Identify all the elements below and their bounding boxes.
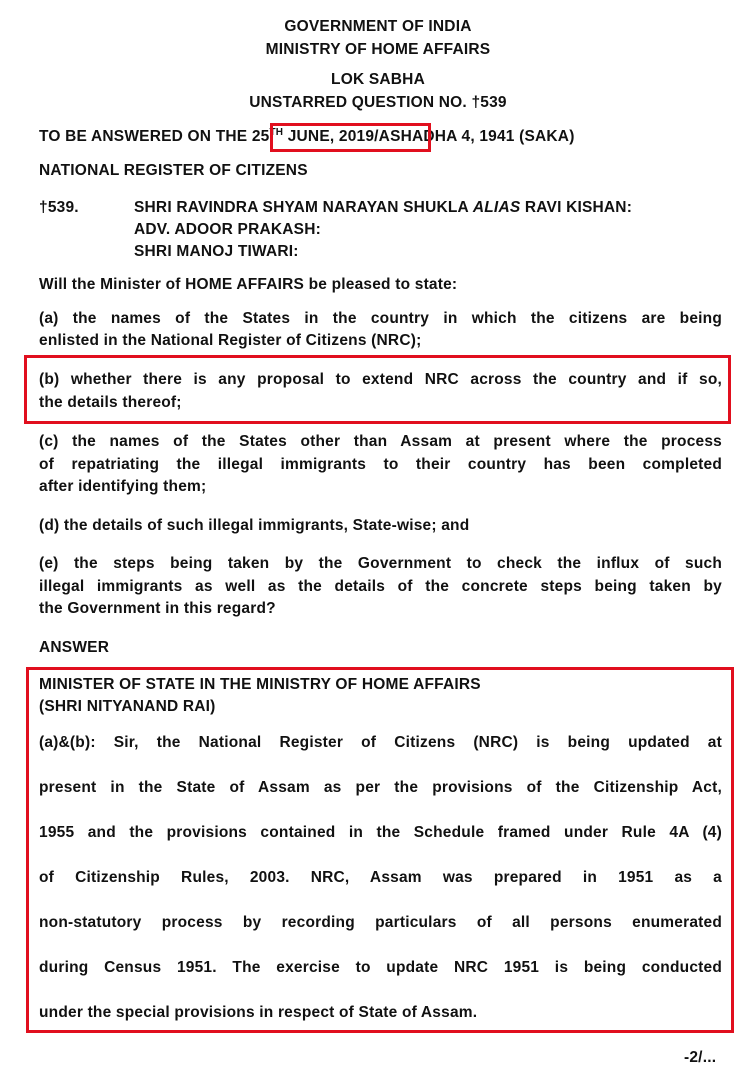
answer-date-prefix: TO BE ANSWERED ON THE	[39, 128, 248, 145]
saka-date: ASHADHA 4, 1941 (SAKA)	[378, 128, 575, 145]
date-highlight-box	[270, 123, 431, 152]
question-e-line-1: (e) the steps being taken by the Government to check the influx of such	[39, 555, 722, 572]
question-b-line-1: (b) whether there is any proposal to extend NRC across the country and if so,	[39, 371, 722, 388]
question-e-line-2: illegal immigrants as well as the details of the concrete steps being taken by	[39, 578, 722, 595]
member-3: SHRI MANOJ TIWARI:	[134, 243, 299, 260]
member-1: SHRI RAVINDRA SHYAM NARAYAN SHUKLA ALIAS RAVI KISHAN:	[134, 199, 633, 216]
member-2: ADV. ADOOR PRAKASH:	[134, 221, 321, 238]
minister-name: (SHRI NITYANAND RAI)	[39, 698, 216, 715]
answer-line-1: (a)&(b): Sir, the National Register of Citizens (NRC) is being updated at	[39, 734, 722, 751]
question-c-line-3: after identifying them;	[39, 478, 207, 495]
minister-title: MINISTER OF STATE IN THE MINISTRY OF HOME AFFAIRS	[39, 676, 481, 693]
answer-date: 25TH JUNE, 2019/	[251, 127, 379, 145]
answer-line-4: of Citizenship Rules, 2003. NRC, Assam was prepared in 1951 as a	[39, 869, 722, 886]
header-ministry: MINISTRY OF HOME AFFAIRS	[265, 41, 491, 58]
question-b-highlight-box	[24, 355, 731, 424]
question-a-line-1: (a) the names of the States in the country in which the citizens are being	[39, 310, 722, 327]
answer-line-2: present in the State of Assam as per the provisions of the Citizenship Act,	[39, 779, 722, 796]
answer-highlight-box	[26, 667, 734, 1033]
question-b-line-2: the details thereof;	[39, 394, 182, 411]
header-house: LOK SABHA	[331, 71, 425, 88]
answer-line-5: non-statutory process by recording particulars of all persons enumerated	[39, 914, 722, 931]
question-a-line-2: enlisted in the National Register of Citizens (NRC);	[39, 332, 422, 349]
answer-heading: ANSWER	[39, 639, 110, 656]
question-c-line-2: of repatriating the illegal immigrants to their country has been completed	[39, 456, 722, 473]
answer-line-7: under the special provisions in respect of State of Assam.	[39, 1004, 478, 1021]
answer-line-3: 1955 and the provisions contained in the Schedule framed under Rule 4A (4)	[39, 824, 722, 841]
question-number: †539.	[39, 199, 79, 216]
question-d: (d) the details of such illegal immigrants, State-wise; and	[39, 517, 470, 534]
question-e-line-3: the Government in this regard?	[39, 600, 276, 617]
answer-line-6: during Census 1951. The exercise to update NRC 1951 is being conducted	[39, 959, 722, 976]
question-intro: Will the Minister of HOME AFFAIRS be pleased to state:	[39, 276, 458, 293]
question-c-line-1: (c) the names of the States other than Assam at present where the process	[39, 433, 722, 450]
page-continuation-marker: -2/...	[684, 1049, 717, 1066]
header-question-number: UNSTARRED QUESTION NO. †539	[249, 94, 507, 111]
header-government: GOVERNMENT OF INDIA	[284, 18, 472, 35]
subject-title: NATIONAL REGISTER OF CITIZENS	[39, 162, 308, 179]
